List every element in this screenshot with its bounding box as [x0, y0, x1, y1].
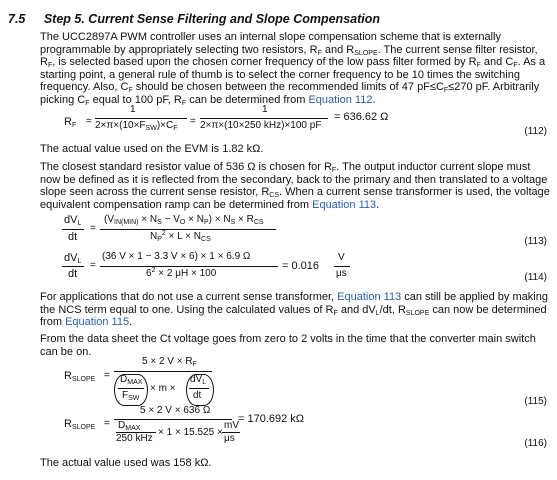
- eq116-result: = 170.692 kΩ: [238, 413, 305, 425]
- subscript: F: [331, 167, 337, 174]
- text: × N: [185, 214, 204, 225]
- eq113-lhs-bar: [62, 229, 84, 230]
- text: can be determined from: [186, 93, 309, 106]
- paragraph-intro: [40, 31, 552, 107]
- subscript: F: [513, 62, 518, 70]
- subscript: F: [47, 62, 53, 70]
- paragraph-slope: [40, 161, 552, 211]
- text: − V: [161, 214, 180, 225]
- eq113-number: (113): [524, 236, 547, 247]
- text: and R: [321, 43, 355, 56]
- eq116-den-a-den: 250 kHz: [116, 433, 153, 444]
- eq115-number: (115): [524, 396, 547, 407]
- eq113-rhs-den: [150, 231, 211, 242]
- eq115-den-mid: × m ×: [150, 383, 176, 394]
- text: The UCC2897A PWM controller uses an internal slope compensation scheme that is externally programmable by appropriately selecting two resistors, R: [40, 31, 502, 56]
- eq115-den-a-den: [122, 390, 139, 401]
- text: R: [64, 116, 72, 128]
- eq116-number: (116): [524, 438, 547, 449]
- eq114-unit-bar: [334, 266, 350, 267]
- text: 2×π×(10×F: [95, 120, 146, 131]
- text: can now be determined from: [40, 303, 547, 329]
- subscript: CS: [201, 236, 211, 243]
- eq116-den-b-den: μs: [224, 433, 235, 444]
- subscript: S: [230, 219, 236, 226]
- eq115-main-bar: [114, 371, 212, 372]
- eq115-den-b-den: dt: [193, 390, 202, 401]
- text: )×C: [156, 120, 174, 131]
- subscript: F: [71, 122, 77, 129]
- subscript: F: [317, 49, 322, 57]
- eq115-den-b-num: [190, 374, 206, 385]
- eq112-equals: =: [86, 116, 92, 127]
- eq114-lhs-num: [64, 252, 81, 264]
- eq113-equals: =: [90, 223, 96, 234]
- eq113-rhs-bar: [100, 229, 276, 230]
- text: D: [118, 420, 126, 431]
- paragraph-evm-value: The actual value used on the EVM is 1.82 kΩ.: [40, 143, 264, 155]
- eq113-rhs-num: [104, 214, 264, 225]
- subscript: F: [192, 361, 197, 368]
- subscript: SLOPE: [354, 49, 378, 57]
- text: 6: [146, 268, 152, 279]
- eq112-fraction-bar-2: [200, 118, 328, 119]
- eq113-lhs-num: [64, 214, 81, 226]
- subscript: F: [128, 87, 133, 95]
- text: . The current sense filter resistor, R: [40, 43, 538, 69]
- text: The closest standard resistor value of 536 Ω is chosen for R: [40, 161, 332, 173]
- subscript: L: [77, 258, 82, 265]
- paragraph-no-transformer: [40, 291, 552, 329]
- subscript: SW: [145, 125, 157, 132]
- eq115-den-b-bar: [189, 388, 209, 389]
- text: . As a starting point, a general rule of thumb is to select the corner frequency to be 10 times the switching frequency. Also, C: [40, 56, 546, 94]
- text: × L × N: [165, 231, 202, 242]
- text: ≤270 pF. Arbitrarily picking C: [40, 81, 540, 106]
- subscript: O: [179, 219, 186, 226]
- subscript: SLOPE: [71, 376, 96, 383]
- equation-112-link[interactable]: Equation 112: [308, 93, 373, 106]
- eq116-den-b-num: mV: [224, 420, 239, 431]
- eq112-den1: [95, 120, 178, 131]
- text: , is selected based upon the chosen corner frequency of the low pass filter formed by R: [52, 56, 477, 69]
- subscript: F: [181, 99, 187, 107]
- eq115-equals: =: [104, 370, 110, 381]
- superscript: 2: [161, 230, 166, 237]
- paragraph-actual-value: The actual value used was 158 kΩ.: [40, 457, 212, 469]
- eq114-rhs-bar: [100, 266, 278, 267]
- text: .: [372, 93, 376, 106]
- superscript: 2: [151, 267, 156, 274]
- equation-113-link[interactable]: Equation 113: [312, 198, 377, 211]
- text: 5 × 2 V × R: [142, 356, 193, 367]
- eq114-result: = 0.016: [282, 260, 320, 272]
- subscript: CS: [253, 219, 264, 226]
- section-heading: [8, 10, 380, 28]
- text: × N: [138, 214, 158, 225]
- text: can still be applied by making the NCS term equal to one. Using the calculated values of R: [40, 291, 548, 316]
- eq115-lhs: [64, 370, 95, 382]
- text: × R: [235, 214, 254, 225]
- eq112-fraction-bar-1: [95, 118, 187, 119]
- eq114-rhs-den: [146, 268, 216, 279]
- subscript: L: [375, 309, 380, 317]
- subscript: F: [85, 99, 90, 107]
- subscript: IN(MIN): [114, 219, 139, 226]
- text: .: [129, 316, 133, 329]
- eq112-den2: 2×π×(10×250 kHz)×100 pF: [200, 120, 322, 131]
- subscript: F: [173, 125, 178, 132]
- eq114-lhs-bar: [62, 266, 84, 267]
- subscript: F: [476, 62, 481, 70]
- eq114-number: (114): [524, 272, 547, 283]
- subscript: MAX: [125, 425, 141, 432]
- eq116-den-mid: × 1 × 15.525 ×: [158, 427, 223, 438]
- eq112-result: = 636.62 Ω: [334, 111, 389, 123]
- text: F: [122, 390, 129, 401]
- text: D: [120, 374, 128, 385]
- subscript: P: [203, 219, 209, 226]
- eq112-num1: 1: [130, 104, 136, 115]
- text: and dV: [337, 303, 376, 316]
- subscript: S: [157, 219, 162, 226]
- subscript: SW: [128, 395, 140, 402]
- subscript: SLOPE: [405, 309, 430, 317]
- eq116-lhs: [64, 418, 95, 430]
- eq114-equals: =: [90, 260, 96, 271]
- text: dV: [64, 214, 78, 226]
- text: (V: [104, 214, 114, 225]
- subscript: P: [157, 236, 162, 243]
- text: . When a current sense transformer is used, the voltage equivalent compensation ramp can be determined from: [40, 186, 550, 211]
- section-number: 7.5: [8, 12, 26, 26]
- section-title: Step 5. Current Sense Filtering and Slope Compensation: [43, 12, 381, 26]
- equation-115-link[interactable]: Equation 115: [65, 316, 130, 329]
- subscript: MAX: [127, 379, 143, 386]
- eq112-number: (112): [524, 126, 547, 137]
- eq115-den-a-num: [120, 374, 142, 385]
- eq114-unit-den: μs: [336, 268, 347, 279]
- text: N: [150, 231, 158, 242]
- eq112-lhs: [64, 116, 76, 128]
- subscript: F: [333, 309, 338, 317]
- text: and C: [480, 56, 514, 69]
- text: should be chosen between the recommended limits of 47 pF≤C: [132, 81, 444, 94]
- eq114-rhs-num: (36 V × 1 − 3.3 V × 6) × 1 × 6.9 Ω: [102, 251, 251, 262]
- eq113-lhs-den: dt: [68, 231, 78, 243]
- eq116-den-a-num: [118, 420, 140, 431]
- text: For applications that do not use a current sense transformer,: [40, 291, 338, 303]
- eq116-equals: =: [104, 418, 110, 429]
- text: R: [64, 370, 72, 382]
- text: . The output inductor current slope must now be defined as it is reflected from the secondary, back to the primary and then translated to a voltage slope seen across the current sense resistor, R: [40, 161, 548, 199]
- text: dV: [64, 252, 78, 264]
- subscript: SLOPE: [71, 424, 96, 431]
- text: R: [64, 418, 72, 430]
- subscript: CS: [269, 192, 280, 200]
- eq114-lhs-den: dt: [68, 268, 78, 280]
- subscript: L: [202, 379, 207, 386]
- eq112-num2: 1: [262, 104, 268, 115]
- text: .: [376, 198, 380, 211]
- eq114-unit-num: V: [338, 252, 345, 263]
- equation-113-link-2[interactable]: Equation 113: [337, 291, 402, 303]
- subscript: L: [77, 220, 82, 227]
- text: × 2 μH × 100: [155, 268, 217, 279]
- eq115-den-a-bar: [118, 388, 144, 389]
- paragraph-ct-voltage: From the data sheet the Ct voltage goes from zero to 2 volts in the time that the converter main switch can be on.: [40, 333, 536, 358]
- text: ) × N: [208, 214, 231, 225]
- eq112-equals-2: =: [190, 116, 196, 127]
- subscript: F: [443, 87, 449, 95]
- eq116-num: 5 × 2 V × 636 Ω: [140, 405, 211, 416]
- text: dV: [190, 374, 203, 385]
- text: /dt, R: [379, 303, 406, 316]
- eq115-num: [142, 356, 197, 367]
- text: equal to 100 pF, R: [89, 93, 182, 106]
